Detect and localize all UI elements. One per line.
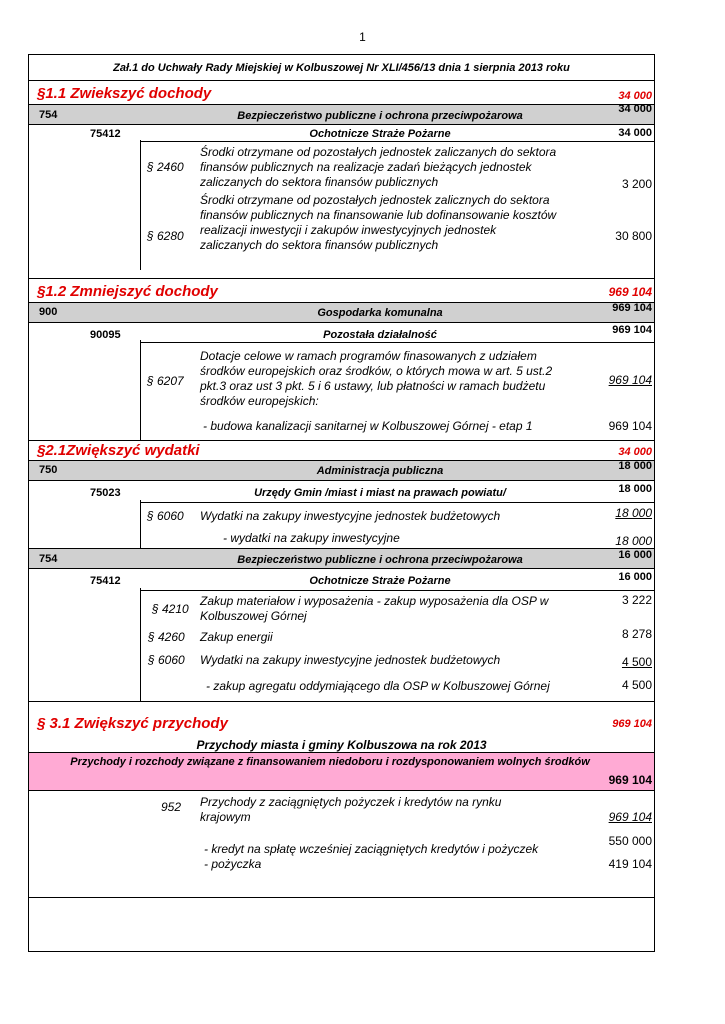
subitem-amount: 969 104 [608, 419, 652, 433]
divider [28, 322, 655, 323]
document-header: Zał.1 do Uchwały Rady Miejskiej w Kolbuszowej Nr XLI/456/13 dnia 1 sierpnia 2013 roku [113, 62, 570, 74]
dzial-name: Administracja publiczna [316, 465, 444, 477]
section-title: §1.2 Zmniejszyć dochody [37, 283, 218, 300]
rozdzial-name: Pozostała działalność [323, 329, 437, 341]
item-amount: 969 104 [608, 373, 652, 387]
dzial-code: 754 [39, 109, 58, 121]
rozdzial-name: Ochotnicze Straże Pożarne [309, 575, 451, 587]
paragraph-code: § 6207 [147, 374, 184, 388]
subitem-text: - budowa kanalizacji sanitarnej w Kolbuszowej Górnej - etap 1 [203, 419, 533, 433]
divider [28, 124, 655, 125]
rozdzial-name: Ochotnicze Straże Pożarne [309, 128, 451, 140]
section-amount: 34 000 [618, 90, 652, 102]
rozdzial-amount: 34 000 [618, 127, 652, 139]
divider [28, 752, 655, 753]
divider [28, 104, 655, 105]
rozdzial-amount: 969 104 [612, 324, 652, 336]
subitem-amount: 419 104 [608, 857, 652, 871]
divider [28, 302, 655, 303]
paragraph-code: 952 [161, 800, 182, 814]
item-amount: 4 500 [621, 655, 652, 669]
dzial-amount: 16 000 [618, 549, 652, 561]
divider [28, 701, 655, 702]
subitem-amount: 18 000 [615, 534, 652, 548]
group-amount: 969 104 [608, 773, 652, 787]
dzial-amount: 969 104 [612, 302, 652, 314]
divider [140, 588, 141, 701]
subitem-text: - pożyczka [204, 857, 262, 871]
rozdzial-code: 75412 [90, 128, 121, 140]
dzial-amount: 18 000 [618, 460, 652, 472]
item-description: Środki otrzymane od pozostałych jednostek zalicznych do sektora finansów publicznych na finansowanie lub dofinansowanie kosztów realizacji inwestycji i zakupów inwestycyjnych jednostek zaliczanych do sektora finansów publicznych [200, 193, 557, 252]
dzial-name: Gospodarka komunalna [317, 307, 443, 319]
divider [28, 548, 655, 549]
divider [140, 140, 141, 270]
divider [28, 897, 655, 898]
item-amount: 3 222 [621, 593, 652, 607]
paragraph-code: § 6060 [147, 509, 184, 523]
section-amount: 34 000 [618, 446, 652, 458]
divider [28, 278, 655, 279]
subitem-text: - wydatki na zakupy inwestycyjne [223, 531, 400, 545]
page-number: 1 [359, 30, 366, 44]
divider [28, 440, 655, 441]
group-name: Przychody i rozchody związane z finansowaniem niedoboru i rozdysponowaniem wolnych środków [70, 756, 590, 768]
section-title: § 3.1 Zwiększyć przychody [37, 715, 228, 732]
divider [140, 500, 141, 548]
section-title: §2.1Zwiększyć wydatki [37, 442, 200, 459]
section-title: §1.1 Zwiekszyć dochody [37, 85, 212, 102]
divider [140, 502, 655, 503]
item-amount: 8 278 [621, 627, 652, 641]
item-amount: 18 000 [615, 506, 652, 520]
item-description: Wydatki na zakupy inwestycyjne jednostek budżetowych [200, 509, 501, 523]
item-amount: 3 200 [621, 177, 652, 191]
divider [28, 568, 655, 569]
item-description: Wydatki na zakupy inwestycyjne jednostek budżetowych [200, 653, 501, 667]
divider [140, 340, 141, 440]
subtitle: Przychody miasta i gminy Kolbuszowa na rok 2013 [196, 738, 487, 752]
paragraph-code: § 6060 [148, 653, 185, 667]
paragraph-code: § 4260 [148, 630, 185, 644]
divider [140, 141, 655, 142]
dzial-code: 750 [39, 464, 58, 476]
dzial-code: 754 [39, 553, 58, 565]
rozdzial-amount: 16 000 [618, 571, 652, 583]
item-description: Zakup energii [200, 630, 273, 644]
divider [140, 342, 655, 343]
subitem-text: - zakup agregatu oddymiającego dla OSP w Kolbuszowej Górnej [206, 679, 550, 693]
rozdzial-name: Urzędy Gmin /miast i miast na prawach powiatu/ [254, 487, 506, 499]
divider [28, 480, 655, 481]
paragraph-code: § 2460 [147, 160, 184, 174]
section-amount: 969 104 [612, 718, 652, 730]
item-amount: 30 800 [615, 229, 652, 243]
dzial-name: Bezpieczeństwo publiczne i ochrona przeciwpożarowa [237, 554, 523, 566]
divider [28, 80, 655, 81]
rozdzial-code: 75412 [90, 575, 121, 587]
item-description: Zakup materiałow i wyposażenia - zakup wyposażenia dla OSP w Kolbuszowej Górnej [200, 594, 549, 623]
subitem-text: - kredyt na spłatę wcześniej zaciągniętych kredytów i pożyczek [204, 842, 539, 856]
item-description: Dotacje celowe w ramach programów finasowanych z udziałem środków europejskich oraz środków, o których mowa w art. 5 ust.2 pkt.3 oraz ust 3 pkt. 5 i 6 ustawy, lub płatności w ramach budżetu środków europejskich: [200, 349, 553, 408]
divider [28, 790, 655, 791]
dzial-name: Bezpieczeństwo publiczne i ochrona przeciwpożarowa [237, 110, 523, 122]
section-amount: 969 104 [608, 285, 652, 299]
paragraph-code: § 4210 [152, 602, 189, 616]
rozdzial-code: 75023 [90, 487, 121, 499]
item-description: Środki otrzymane od pozostałych jednostek zaliczanych do sektora finansów publicznych na realizacje zadań bieżących jednostek zaliczanych do sektora finansów publicznych [200, 145, 557, 189]
dzial-amount: 34 000 [618, 103, 652, 115]
subitem-amount: 550 000 [608, 834, 652, 848]
divider [28, 460, 655, 461]
item-description: Przychody z zaciągniętych pożyczek i kredytów na rynku krajowym [200, 795, 502, 824]
divider [140, 590, 655, 591]
rozdzial-code: 90095 [90, 329, 121, 341]
dzial-code: 900 [39, 306, 58, 318]
subitem-amount: 4 500 [621, 678, 652, 692]
rozdzial-amount: 18 000 [618, 483, 652, 495]
item-amount: 969 104 [608, 810, 652, 824]
paragraph-code: § 6280 [147, 229, 184, 243]
